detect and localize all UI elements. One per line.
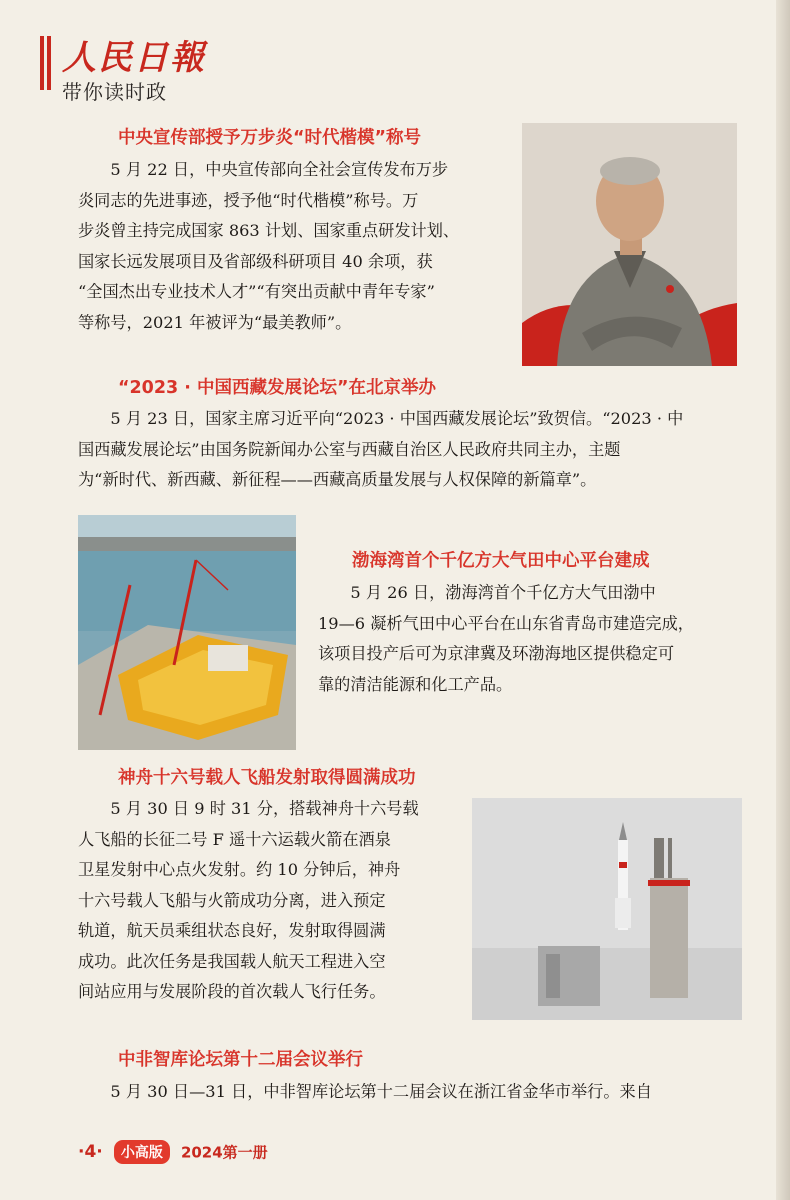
text-line: 间站应用与发展阶段的首次载人飞行任务。 [78,982,386,1001]
paragraph-shenzhou [78,794,419,1008]
page-footer [78,1140,268,1164]
page-number: ·4· [78,1142,103,1162]
text-line: 5 月 23 日，国家主席习近平向“2023 · 中国西藏发展论坛”致贺信。“2023 · 中 [110,409,684,428]
text-line: 5 月 30 日—31 日，中非智库论坛第十二届会议在浙江省金华市举行。来自 [110,1082,652,1101]
heading-china-africa-forum: 中非智库论坛第十二届会议举行 [118,1050,363,1070]
text-line: 轨道，航天员乘组状态良好，发射取得圆满 [78,921,386,940]
heading-wan-buyan: 中央宣传部授予万步炎“时代楷模”称号 [118,128,422,148]
portrait-photo [522,123,737,366]
heading-shenzhou: 神舟十六号载人飞船发射取得圆满成功 [118,768,416,788]
paragraph-wan-buyan [78,155,459,338]
text-line: 卫星发射中心点火发射。约 10 分钟后，神舟 [78,860,401,879]
text-line: 等称号，2021 年被评为“最美教师”。 [78,312,352,332]
text-line: 炎同志的先进事迹，授予他“时代楷模”称号。万 [78,190,419,210]
issue-label: 2024第一册 [180,1143,268,1162]
heading-tibet-forum: “2023 · 中国西藏发展论坛”在北京举办 [118,378,437,398]
text-line: 十六号载人飞船与火箭成功分离，进入预定 [78,890,386,910]
text-line: 5 月 30 日 9 时 31 分，搭载神舟十六号载 [110,799,419,818]
text-line: 国西藏发展论坛”由国务院新闻办公室与西藏自治区人民政府共同主办，主题 [78,439,621,459]
text-line: 为“新时代、新西藏、新征程——西藏高质量发展与人权保障的新篇章”。 [78,470,597,489]
text-line: 5 月 22 日，中央宣传部向全社会宣传发布万步 [110,160,449,179]
text-line: 步炎曾主持完成国家 863 计划、国家重点研发计划、 [78,221,460,240]
paragraph-tibet-forum [78,404,683,496]
text-line: 靠的清洁能源和化工产品。 [318,674,513,694]
rocket-launch-photo [472,798,742,1020]
heading-bohai-platform: 渤海湾首个千亿方大气田中心平台建成 [352,551,650,571]
paragraph-bohai-platform [318,578,694,700]
text-line: 国家长远发展项目及省部级科研项目 40 余项，获 [78,251,433,271]
text-line: 成功。此次任务是我国载人航天工程进入空 [78,951,386,971]
text-line: 该项目投产后可为京津冀及环渤海地区提供稳定可 [318,644,675,663]
paragraph-china-africa-forum [78,1077,652,1108]
masthead-bars [40,36,54,90]
masthead-logo: 人民日報 [62,38,206,78]
text-line: “全国杰出专业技术人才”“有突出贡献中青年专家” [78,282,435,301]
page-edge [776,0,790,1200]
platform-photo [78,515,296,750]
text-line: 人飞船的长征二号 F 遥十六运载火箭在酒泉 [78,829,391,849]
edition-badge: 小高版 [114,1140,170,1164]
text-line: 19—6 凝析气田中心平台在山东省青岛市建造完成， [318,613,694,633]
masthead-subtitle: 带你读时政 [62,80,167,104]
text-line: 5 月 26 日，渤海湾首个千亿方大气田渤中 [350,583,656,602]
